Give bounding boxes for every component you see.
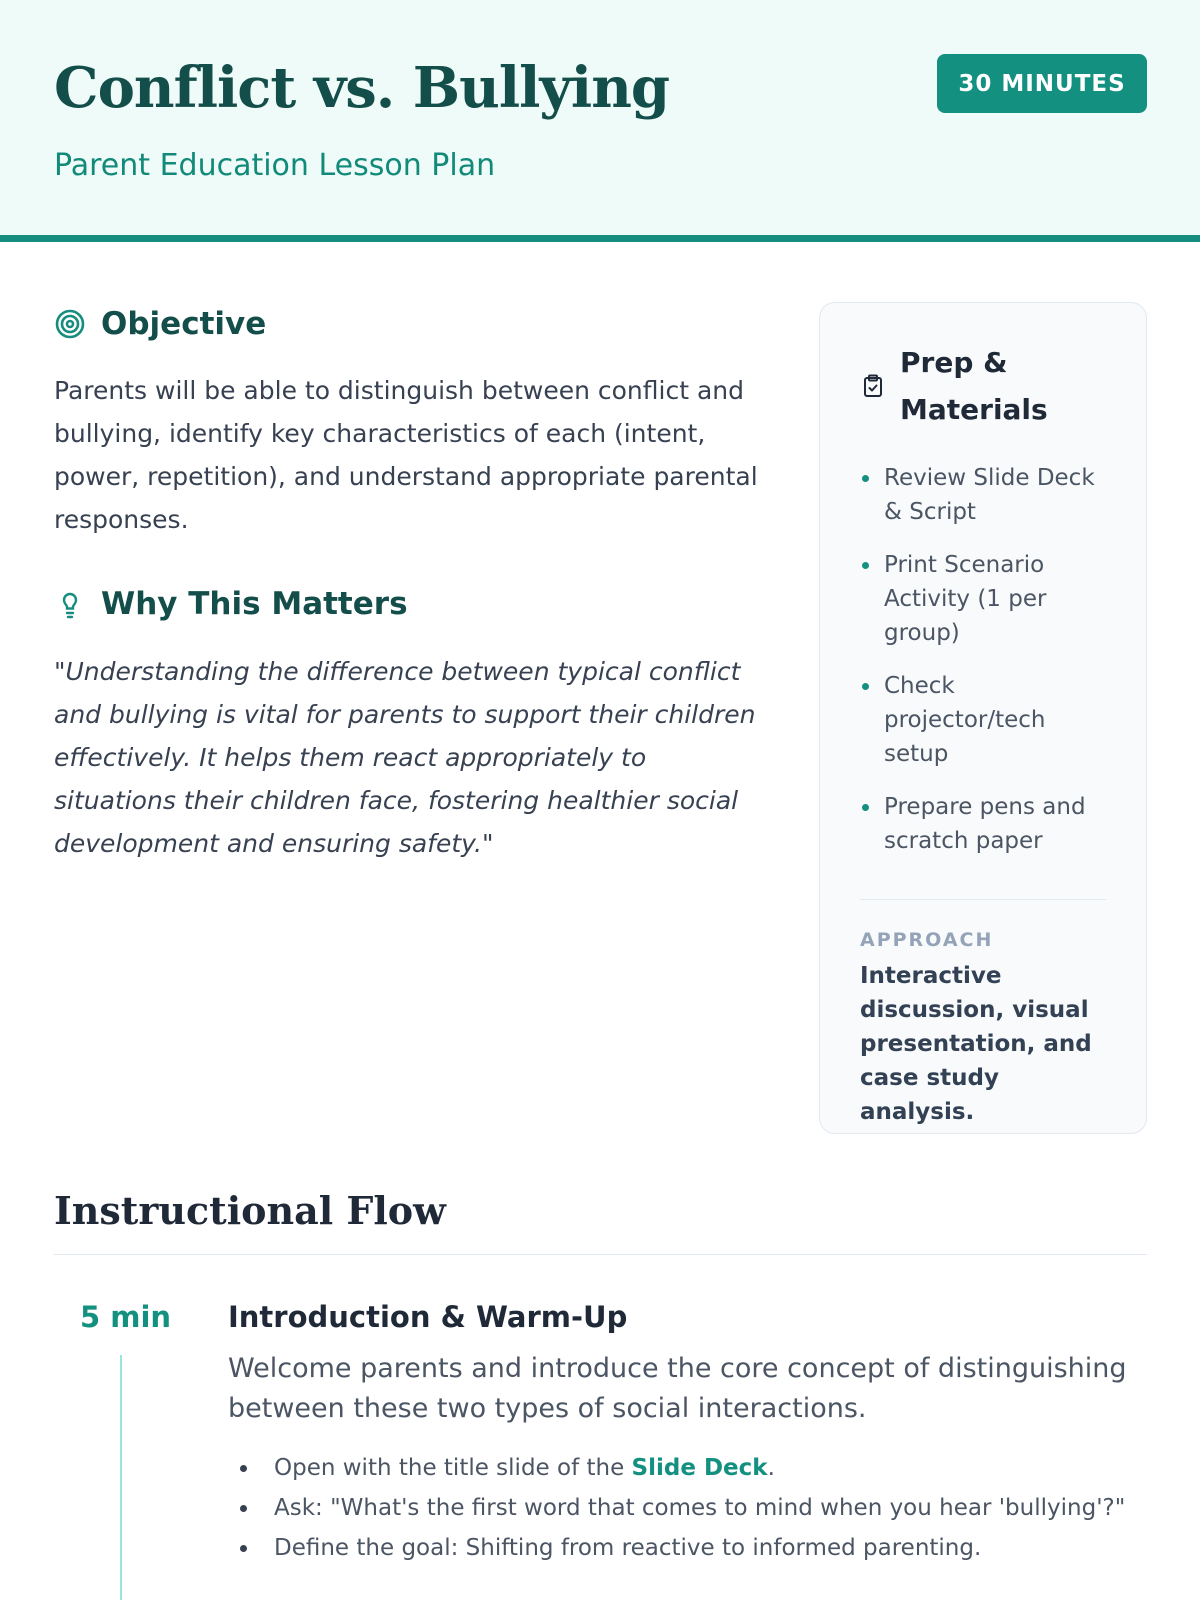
- step-description: Welcome parents and introduce the core concept of distinguishing between these two types of social interactions.: [228, 1353, 1127, 1424]
- material-item: Print Scenario Activity (1 per group): [884, 552, 1047, 646]
- target-icon: [54, 308, 86, 340]
- step-bullet-list: [236, 1448, 1136, 1568]
- step-bullet-text: Define the goal: Shifting from reactive to informed parenting.: [274, 1535, 982, 1561]
- prep-heading-label: Prep & Materials: [900, 346, 1048, 426]
- list-item: [236, 1488, 1136, 1528]
- timeline-line: [120, 1355, 122, 1600]
- card-divider: [860, 899, 1106, 900]
- objective-heading: [54, 306, 266, 342]
- step-bullet-text: Open with the title slide of the: [274, 1455, 632, 1481]
- step-time: 5 min: [80, 1300, 172, 1334]
- lesson-title: Conflict vs. Bullying: [54, 55, 670, 121]
- lesson-header: [0, 0, 1200, 242]
- step-bullet-text: .: [767, 1455, 775, 1481]
- lightbulb-icon: [54, 588, 86, 620]
- material-item: Check projector/tech setup: [884, 673, 1046, 767]
- approach-label: APPROACH: [860, 929, 994, 951]
- why-matters-quote: "Understanding the difference between typical conflict and bullying is vital for parents to support their children effectively. It helps them react appropriately to situations their children face, fostering healthier social development and ensuring safety.": [54, 657, 756, 858]
- bullet-dot: [240, 1465, 247, 1472]
- list-item: [236, 1448, 1136, 1488]
- list-item: [860, 790, 1110, 858]
- list-item: [860, 669, 1110, 771]
- material-item: Review Slide Deck & Script: [884, 465, 1095, 525]
- clipboard-check-icon: [860, 373, 886, 399]
- bullet-dot: [240, 1545, 247, 1552]
- materials-list: [860, 461, 1110, 877]
- list-item: [860, 461, 1110, 529]
- bullet-dot: [862, 475, 869, 482]
- list-item: [860, 548, 1110, 650]
- bullet-dot: [862, 804, 869, 811]
- slide-deck-link[interactable]: Slide Deck: [631, 1455, 768, 1481]
- approach-text: Interactive discussion, visual presentation, and case study analysis.: [860, 963, 1092, 1125]
- duration-badge: 30 MINUTES: [937, 54, 1147, 113]
- objective-text: Parents will be able to distinguish between conflict and bullying, identify key characteristics of each (intent, power, repetition), and understand appropriate parental responses.: [54, 376, 758, 534]
- why-matters-heading-label: Why This Matters: [101, 586, 408, 622]
- bullet-dot: [862, 562, 869, 569]
- lesson-subtitle: Parent Education Lesson Plan: [54, 148, 496, 183]
- section-divider: [54, 1254, 1147, 1255]
- step-bullet-text: Ask: "What's the first word that comes to mind when you hear 'bullying'?": [274, 1495, 1126, 1521]
- prep-materials-card: [819, 302, 1147, 1134]
- instructional-flow-heading: Instructional Flow: [54, 1188, 446, 1233]
- material-item: Prepare pens and scratch paper: [884, 794, 1086, 854]
- prep-heading: [860, 339, 1090, 433]
- step-title: Introduction & Warm-Up: [228, 1300, 628, 1334]
- bullet-dot: [240, 1505, 247, 1512]
- why-matters-heading: [54, 586, 408, 622]
- objective-heading-label: Objective: [101, 306, 267, 342]
- list-item: [236, 1528, 1136, 1568]
- bullet-dot: [862, 683, 869, 690]
